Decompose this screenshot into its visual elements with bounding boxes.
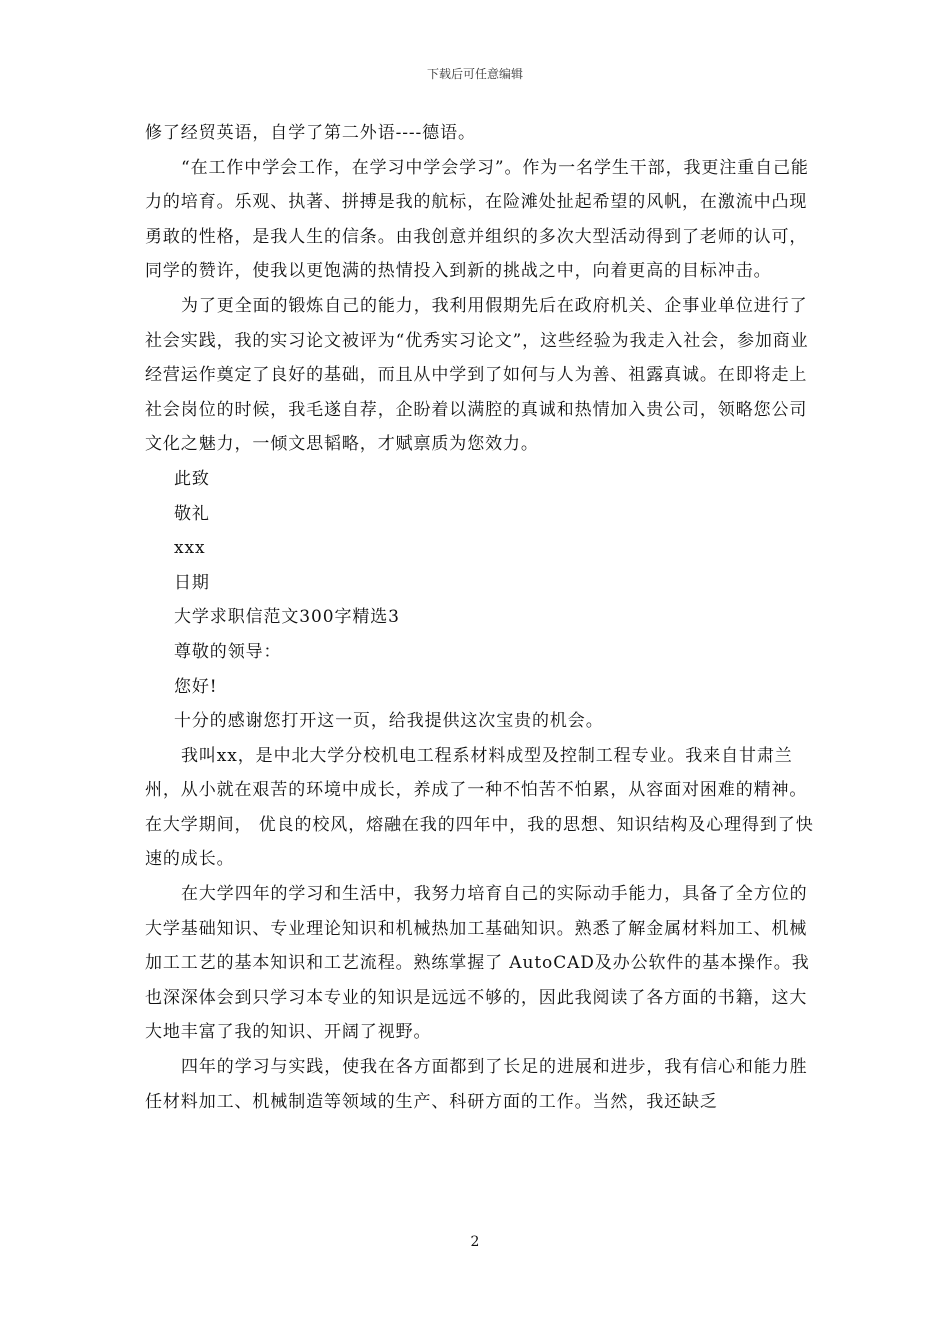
closing-line: 此致: [174, 468, 210, 489]
document-body: [145, 116, 815, 1119]
paragraph: 为了更全面的锻炼自己的能力，我利用假期先后在政府机关、企事业单位进行了社会实践，我的实习论文被评为“优秀实习论文”，这些经验为我走入社会，参加商业经营运作奠定了良好的基础，而且从中学到了如何与人为善、祖露真诚。在即将走上社会岗位的时候，我毛遂自荐，企盼着以满腔的真诚和热情加入贵公司，领略您公司文化之魅力，一倾文思韬略，才赋禀质为您效力。: [145, 295, 809, 455]
paragraph: 在大学四年的学习和生活中，我努力培育自己的实际动手能力，具备了全方位的大学基础知识、专业理论知识和机械热加工基础知识。熟悉了解金属材料加工、机械加工工艺的基本知识和工艺流程。熟练掌握了 AutoCAD及办公软件的基本操作。我也深深体会到只学习本专业的知识是远远不够的，因此我阅读了各方面的书籍，这大大地丰富了我的知识、开阔了视野。: [145, 884, 810, 1043]
signature-date: 日期: [174, 572, 210, 593]
greeting-line: 尊敬的领导：: [174, 641, 282, 662]
paragraph: 我叫xx，是中北大学分校机电工程系材料成型及控制工程专业。我来自甘肃兰州，从小就在艰苦的环境中成长，养成了一种不怕苦不怕累，从容面对困难的精神。在大学期间， 优良的校风，熔融在我的四年中，我的思想、知识结构及心理得到了快速的成长。: [145, 745, 814, 870]
paragraph: “在工作中学会工作，在学习中学会学习”。作为一名学生干部，我更注重自己能力的培育。乐观、执著、拼搏是我的航标，在险滩处扯起希望的风帆，在激流中凸现勇敢的性格，是我人生的信条。由我创意并组织的多次大型活动得到了老师的认可，同学的赞许，使我以更饱满的热情投入到新的挑战之中，向着更高的目标冲击。: [145, 157, 809, 282]
page-number: 2: [470, 1234, 480, 1250]
paragraph: 十分的感谢您打开这一页，给我提供这次宝贵的机会。: [174, 711, 604, 732]
signature-name: xxx: [174, 538, 206, 559]
section-title: 大学求职信范文300字精选3: [174, 607, 400, 628]
salutation-line: 敬礼: [174, 503, 210, 524]
paragraph: 四年的学习与实践，使我在各方面都到了长足的进展和进步，我有信心和能力胜任材料加工、机械制造等领域的生产、科研方面的工作。当然，我还缺乏: [145, 1057, 808, 1112]
page-header: 下载后可任意编辑: [426, 67, 523, 81]
greeting-line: 您好!: [174, 676, 218, 697]
paragraph: 修了经贸英语，自学了第二外语----德语。: [145, 123, 476, 143]
